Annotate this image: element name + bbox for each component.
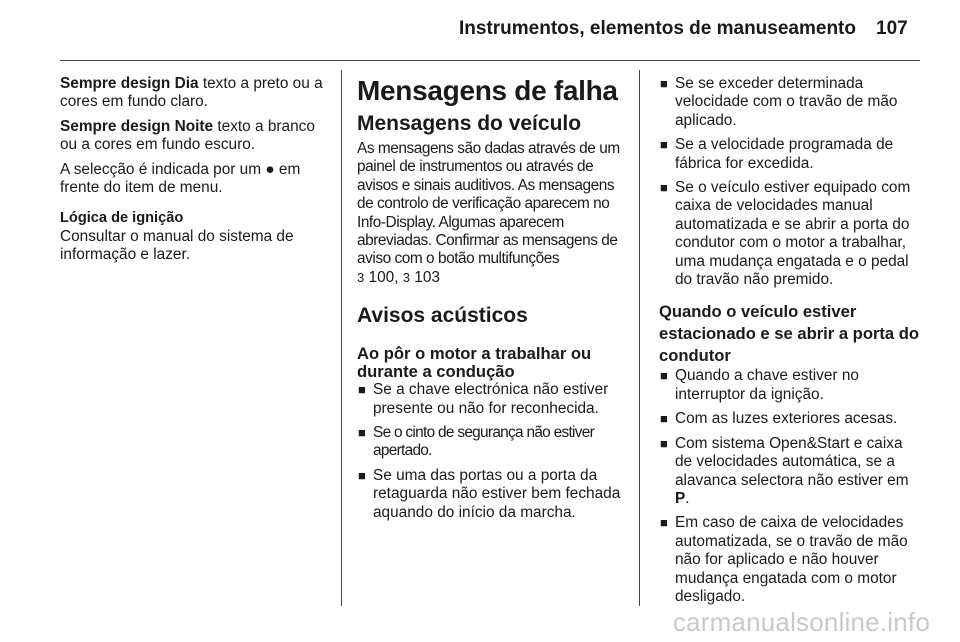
warning-list-continued xyxy=(659,75,921,289)
text-design-night: texto a branco ou a cores em fundo escuro. xyxy=(60,117,315,154)
page-reference-arrow-icon: 3 xyxy=(402,269,410,285)
column-divider-right xyxy=(639,70,640,606)
paragraph-vehicle-messages: As mensagens são dadas através de um painel de instrumentos ou através de avisos e sinais auditivos. As mensagens de controlo de verificação aparecem no Info-Display. Algumas aparecem abreviadas. Confirmar as mensagens de aviso com o botão multifunções 3 100, 3 103 xyxy=(357,140,620,286)
list-item: ■ Quando a chave estiver no interruptor da ignição. xyxy=(660,367,859,403)
list-item: ■ Se a velocidade programada de fábrica for excedida. xyxy=(660,136,894,172)
square-bullet-icon: ■ xyxy=(660,137,668,153)
paragraph-design-day xyxy=(60,75,328,112)
header-rule xyxy=(60,60,920,61)
square-bullet-icon: ■ xyxy=(660,515,668,531)
heading-parked-door-open: Quando o veículo estiver estacionado e se abrir a porta do condutor xyxy=(659,302,920,366)
subheading-acoustic-warnings: Avisos acústicos xyxy=(357,304,528,328)
watermark: carmanualsonline.info xyxy=(672,607,930,637)
gear-position-p: P xyxy=(675,489,686,507)
warning-list-driving xyxy=(357,381,625,522)
list-item: ■ Com sistema Open&Start e caixa de velocidades automática, se a alavanca selectora não estiver em P. xyxy=(660,434,909,507)
square-bullet-icon: ■ xyxy=(660,180,668,196)
column-divider-left xyxy=(341,70,342,606)
square-bullet-icon: ■ xyxy=(358,425,366,441)
filled-circle-icon: ● xyxy=(265,160,275,178)
page-reference-arrow-icon: 3 xyxy=(357,269,365,285)
square-bullet-icon: ■ xyxy=(660,435,668,451)
page-ref-link[interactable]: 103 xyxy=(414,268,440,286)
list-item: ■ Com as luzes exteriores acesas. xyxy=(660,410,898,428)
term-design-night: Sempre design Noite xyxy=(60,117,214,135)
paragraph-ignition-logic: Consultar o manual do sistema de informação e lazer. xyxy=(60,227,294,264)
subheading-vehicle-messages: Mensagens do veículo xyxy=(357,112,582,135)
warning-list-parked xyxy=(659,367,921,606)
paragraph-design-night xyxy=(60,118,328,155)
column-left xyxy=(60,75,328,265)
square-bullet-icon: ■ xyxy=(660,368,668,384)
square-bullet-icon: ■ xyxy=(660,411,668,427)
section-heading-fault-messages: Mensagens de falha xyxy=(357,75,618,106)
page-ref-link[interactable]: 100 xyxy=(368,268,395,286)
list-item: ■ Se se exceder determinada velocidade com o travão de mão aplicado. xyxy=(660,75,898,129)
running-header-title: Instrumentos, elementos de manuseamento xyxy=(459,18,856,39)
list-item: ■ Em caso de caixa de velocidades automatizada, se o travão de mão não for aplicado e não houver mudança engatada com o motor desligado. xyxy=(660,514,908,605)
page-number: 107 xyxy=(876,18,908,39)
heading-ignition-logic: Lógica de ignição xyxy=(60,210,184,227)
list-item: ■ Se uma das portas ou a porta da retaguarda não estiver bem fechada aquando do início da marcha. xyxy=(358,466,621,521)
square-bullet-icon: ■ xyxy=(358,467,366,483)
column-right xyxy=(659,75,921,612)
heading-engine-start-driving: Ao pôr o motor a trabalhar ou durante a condução xyxy=(357,344,592,382)
paragraph-selection: A selecção é indicada por um ● em frente do item de menu. xyxy=(60,160,301,197)
square-bullet-icon: ■ xyxy=(358,382,366,398)
list-item: ■ Se o veículo estiver equipado com caixa de velocidades manual automatizada e se abrir a porta do condutor com o motor a trabalhar, uma mudança engatada e o pedal do travão não premido. xyxy=(660,179,911,289)
square-bullet-icon: ■ xyxy=(660,76,668,91)
column-middle xyxy=(357,75,625,528)
list-item: ■ Se o cinto de segurança não estiver apertado. xyxy=(358,424,595,460)
list-item: ■ Se a chave electrónica não estiver presente ou não for reconhecida. xyxy=(358,381,609,417)
text-design-day: texto a preto ou a cores em fundo claro. xyxy=(60,75,323,111)
term-design-day: Sempre design Dia xyxy=(60,75,199,92)
